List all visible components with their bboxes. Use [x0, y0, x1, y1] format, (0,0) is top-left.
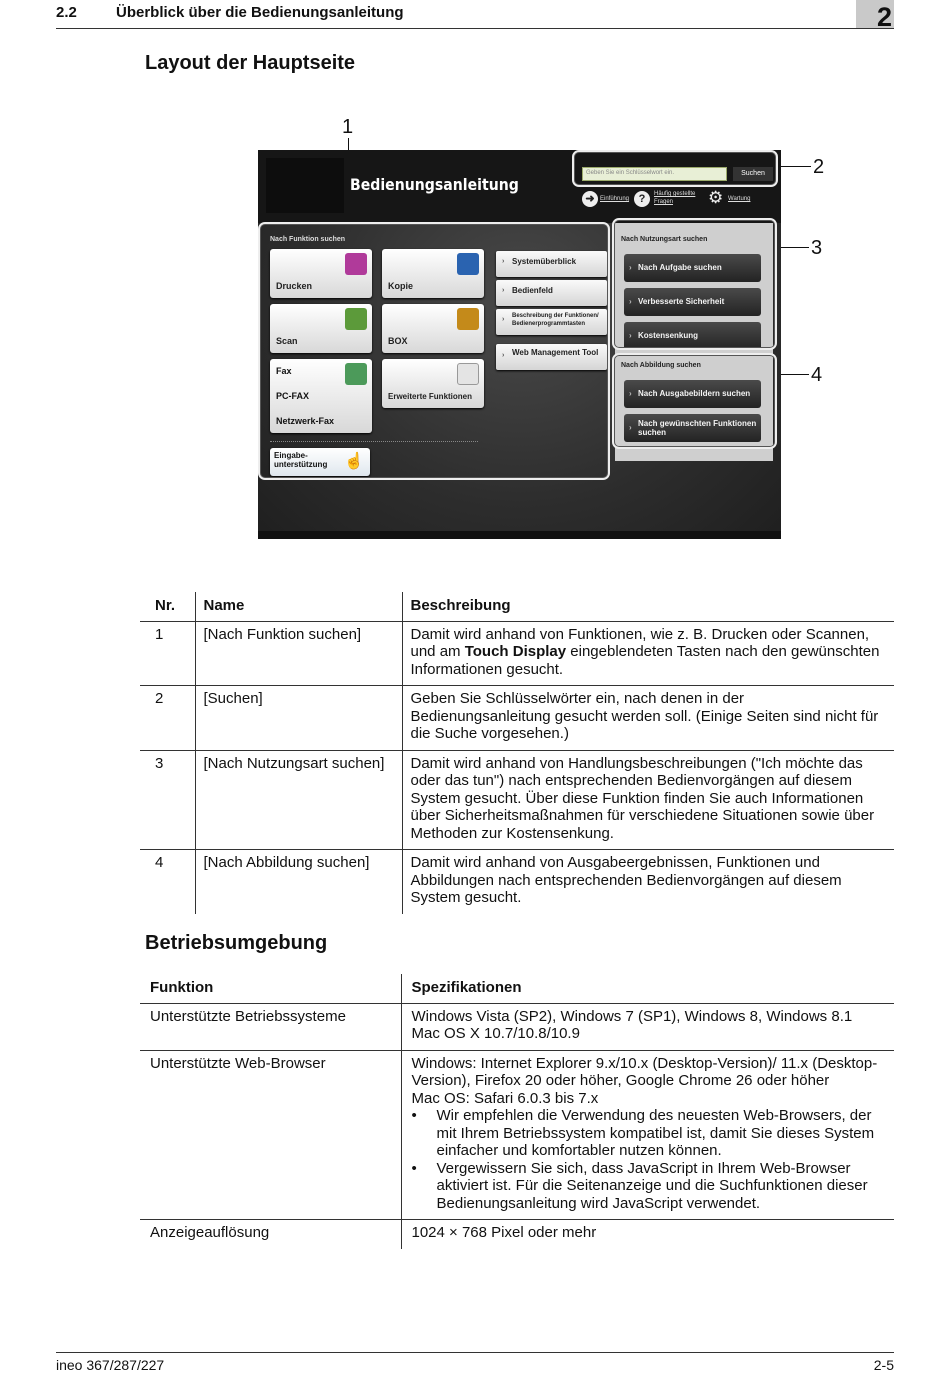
arrow-right-icon: ➜ [582, 191, 598, 207]
list-button-label: Beschreibung der Funktionen/ Bedienerprogrammtasten [512, 313, 599, 327]
tile-label: Kopie [388, 281, 414, 291]
chevron-right-icon: › [629, 263, 632, 272]
table-row [140, 850, 894, 914]
table-row [140, 750, 894, 850]
highlight-frame-3 [612, 218, 777, 350]
list-button-label: Web Management Tool [512, 348, 599, 357]
manual-screenshot [258, 150, 781, 539]
spec-line: Mac OS: Safari 6.0.3 bis 7.x [411, 1089, 599, 1107]
callout-2: 2 [813, 156, 825, 178]
spec-line: Windows: Internet Explorer 9.x/10.x (Desktop-Version)/ 11.x (Desktop-Version), Firefox 20 oder höher, Google Chrome 26 oder höher [411, 1054, 878, 1089]
callout-2-leader [778, 166, 811, 167]
cell-name: [Nach Abbildung suchen] [195, 850, 402, 914]
side-button-label: Kostensenkung [638, 331, 699, 340]
section-number: 2.2 [56, 4, 77, 21]
cell-name: [Nach Funktion suchen] [195, 621, 402, 686]
table-row [140, 621, 894, 686]
app-title: Bedienungsanleitung [350, 175, 519, 194]
link-einfuehrung[interactable]: Einführung [600, 196, 630, 202]
chevron-right-icon: › [629, 331, 632, 340]
search-input[interactable]: Geben Sie ein Schlüsselwort ein. [582, 167, 727, 181]
desc-text: Damit wird anhand von Funktionen, wie z. B. Drucken oder Scannen, und am [410, 625, 870, 660]
cell-spec: 1024 × 768 Pixel oder mehr [401, 1220, 894, 1249]
gear-icon: ⚙ [708, 188, 724, 207]
chapter-tab: 2 [856, 0, 894, 28]
tile-label: Drucken [276, 281, 313, 291]
cell-nr: 2 [140, 686, 195, 751]
chevron-right-icon: › [629, 297, 632, 306]
chevron-right-icon: › [502, 352, 505, 359]
link-faq[interactable]: Häufig gestellte Fragen [654, 191, 696, 205]
cell-desc: Damit wird anhand von Handlungsbeschreibungen ("Ich möchte das oder das tun") nach entsprechenden Bedienvorgängen auf diesem System gesucht. Über diese Funktion finden Sie auch Informationen über Sicherheitsmaßnahmen für verschiedene Situationen sowie über Methoden zur Kostensenkung. [402, 750, 894, 850]
tile-label-fax: Fax [276, 366, 292, 376]
col-header-beschreibung: Beschreibung [402, 592, 894, 621]
col-header-nr: Nr. [140, 592, 195, 621]
tile-label: Erweiterte Funktionen [388, 392, 473, 401]
table-row [140, 1050, 894, 1220]
model-name: ineo 367/287/227 [56, 1357, 165, 1373]
desc-bold: Touch Display [464, 643, 567, 660]
layout-heading: Layout der Hauptseite [145, 52, 356, 74]
callout-3: 3 [811, 237, 823, 259]
cell-funktion: Unterstützte Betriebssysteme [140, 1003, 401, 1050]
side-button-label: Verbesserte Sicherheit [638, 297, 725, 306]
image-caption: Nach Abbildung suchen [621, 362, 701, 369]
tile-label-netzwerkfax: Netzwerk-Fax [276, 416, 335, 426]
spec-line: Mac OS X 10.7/10.8/10.9 [411, 1025, 580, 1042]
callout-4: 4 [811, 364, 823, 386]
tile-label: Scan [276, 336, 298, 346]
tile-label-eingabe: Eingabe- unterstützung [274, 451, 328, 469]
cell-spec [401, 1003, 894, 1050]
cell-nr: 3 [140, 750, 195, 850]
tile-label-pcfax: PC-FAX [276, 391, 310, 401]
table-header-row [140, 592, 894, 621]
spec-line: Windows Vista (SP2), Windows 7 (SP1), Windows 8, Windows 8.1 [411, 1007, 853, 1025]
tile-label: BOX [388, 336, 408, 346]
logo [266, 158, 344, 213]
cell-nr: 4 [155, 854, 164, 871]
chevron-right-icon: › [502, 258, 505, 265]
callout-1: 1 [342, 116, 354, 138]
bullet-item: • Wir empfehlen die Verwendung des neuesten Web-Browsers, der mit Ihrem Betriebssystem kompatibel ist, damit Sie dieses System einfacher und komfortabler nutzen können. [412, 1107, 885, 1160]
question-icon: ? [634, 191, 650, 207]
section-title: Überblick über die Bedienungsanleitung [116, 4, 404, 21]
page-footer [56, 1352, 894, 1373]
table-row [140, 686, 894, 751]
environment-table [140, 974, 894, 1249]
cell-funktion: Unterstützte Web-Browser [140, 1050, 401, 1220]
env-heading: Betriebsumgebung [145, 932, 328, 954]
function-panel-caption: Nach Funktion suchen [270, 236, 346, 243]
bullet-list [412, 1107, 885, 1212]
chevron-right-icon: › [629, 389, 632, 398]
col-header-funktion: Funktion [140, 974, 401, 1003]
highlight-frame-4 [612, 353, 777, 449]
list-button-label: Systemüberblick [512, 257, 577, 266]
table-row [140, 1220, 894, 1249]
highlight-frame-1 [258, 222, 610, 480]
page-header [56, 0, 894, 32]
usage-caption: Nach Nutzungsart suchen [621, 236, 708, 243]
cell-nr: 1 [140, 621, 195, 686]
chevron-right-icon: › [502, 316, 505, 323]
col-header-name: Name [195, 592, 402, 621]
table-header-row [140, 974, 894, 1003]
side-button-label: Nach Aufgabe suchen [638, 263, 722, 272]
side-button-label: Nach Ausgabebildern suchen [638, 389, 751, 398]
table-row [140, 1003, 894, 1050]
link-wartung[interactable]: Wartung [728, 196, 751, 202]
cell-spec [401, 1050, 894, 1220]
chevron-right-icon: › [502, 287, 505, 294]
bullet-item: • Vergewissern Sie sich, dass JavaScript in Ihrem Web-Browser aktiviert ist. Für die Seitenanzeige und die Suchfunktionen dieser Bedienungsanleitung wird JavaScript verwendet. [412, 1160, 885, 1213]
highlight-frame-2 [572, 150, 778, 187]
cell-desc: Geben Sie Schlüsselwörter ein, nach denen in der Bedienungsanleitung gesucht werden soll. (Einige Seiten sind nicht für die Suche vorgesehen.) [402, 686, 894, 751]
side-button-label: Nach gewünschten Funktionen suchen [638, 419, 757, 437]
cell-desc: Damit wird anhand von Ausgabeergebnissen, Funktionen und Abbildungen nach entsprechenden Bedienvorgängen auf diesem System gesucht. [402, 850, 894, 914]
chevron-right-icon: › [629, 423, 632, 432]
cell-name: [Suchen] [195, 686, 402, 751]
list-button-label: Bedienfeld [512, 286, 553, 295]
cell-funktion: Anzeigeauflösung [150, 1224, 270, 1241]
col-header-spezifikationen: Spezifikationen [401, 974, 894, 1003]
screen-bottom-bar [258, 531, 781, 539]
cell-name: [Nach Nutzungsart suchen] [195, 750, 402, 850]
cell-desc [402, 621, 894, 686]
desc-text: eingeblendeten Tasten nach den gewünschten Informationen gesucht. [410, 643, 880, 678]
hand-icon: ☝ [344, 453, 364, 470]
search-button[interactable]: Suchen [733, 167, 773, 181]
page-number: 2-5 [873, 1357, 894, 1373]
layout-table [140, 592, 894, 914]
